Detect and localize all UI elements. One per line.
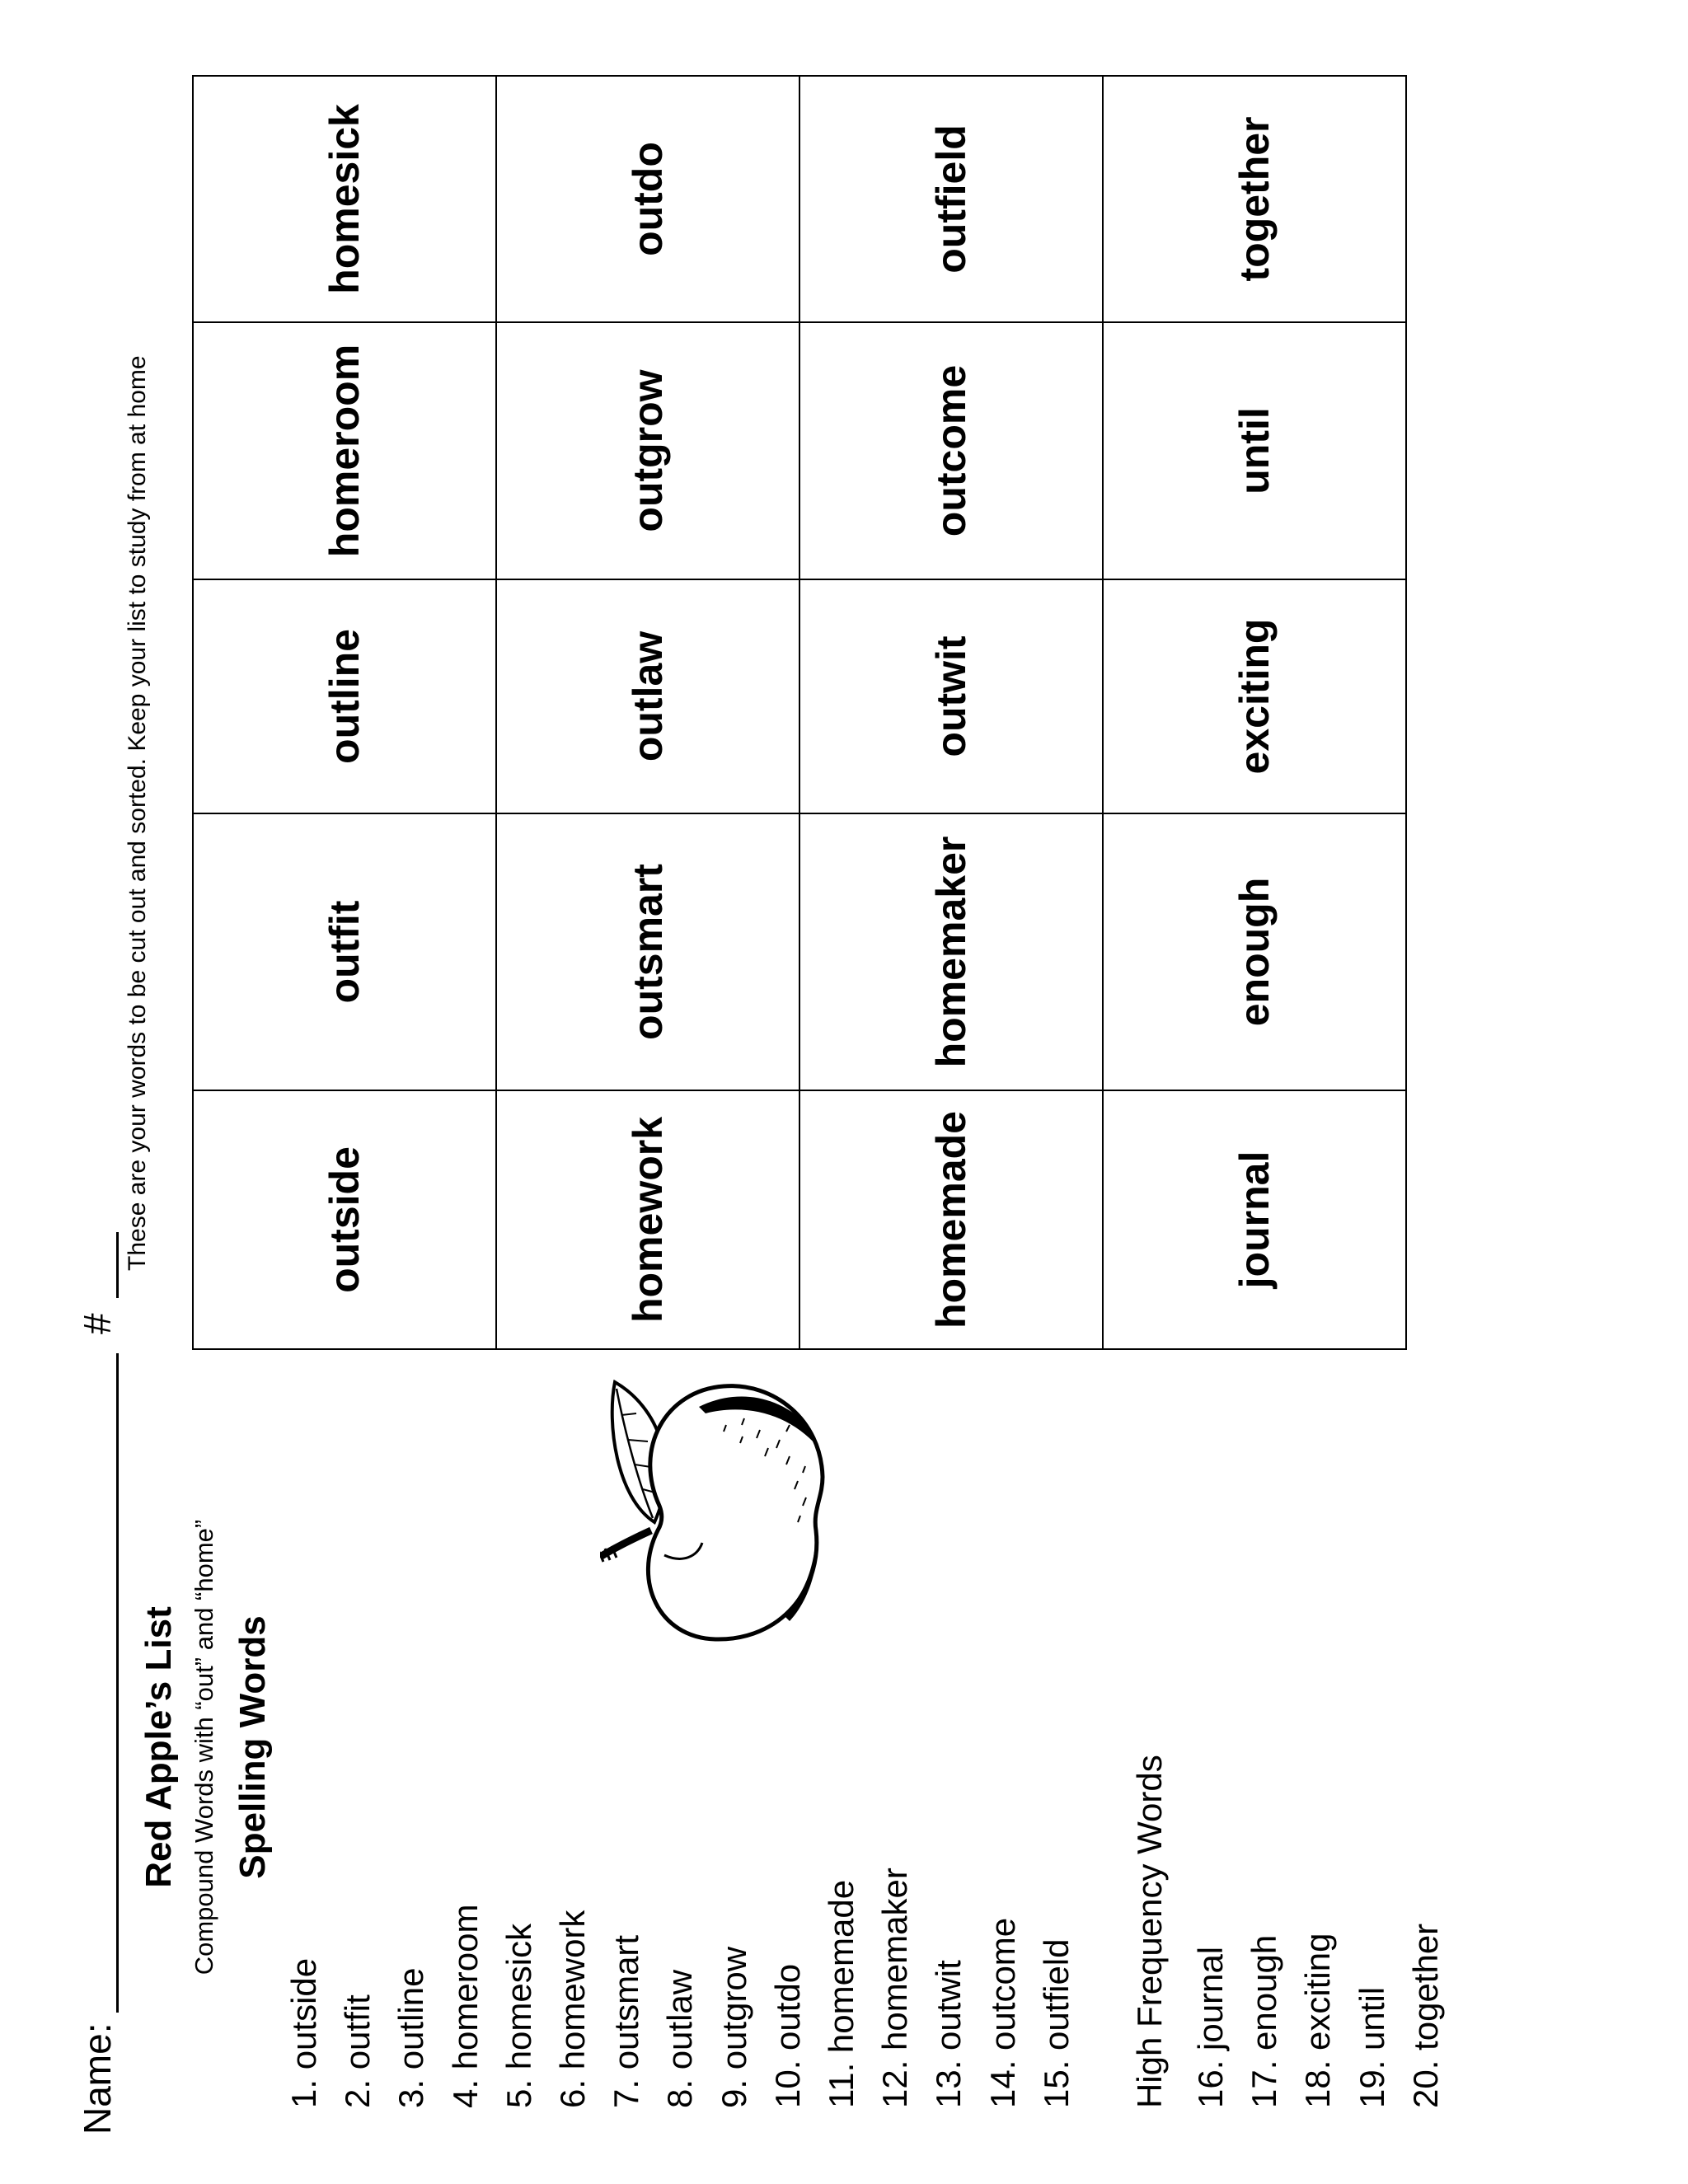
high-frequency-word-list [1184, 1924, 1452, 2108]
apple-illustration [600, 1374, 831, 1654]
table-row [496, 76, 799, 1349]
number-label: # [76, 1313, 119, 1334]
number-blank [78, 1232, 119, 1298]
word-card[interactable]: outcome [799, 322, 1103, 579]
word-card[interactable]: together [1103, 76, 1406, 322]
list-item: 8. outlaw [660, 1969, 700, 2108]
word-card[interactable]: homemade [799, 1090, 1103, 1349]
list-item: 6. homework [553, 1910, 593, 2108]
word-card[interactable]: until [1103, 322, 1406, 579]
list-item: 9. outgrow [714, 1946, 753, 2108]
list-item: 14. outcome [982, 1917, 1022, 2108]
word-card[interactable]: enough [1103, 813, 1406, 1090]
list-item: 11. homemade [822, 1879, 861, 2108]
list-item: 7. outsmart [607, 1934, 646, 2108]
list-item: 5. homesick [499, 1923, 538, 2108]
name-line [78, 1232, 119, 2135]
word-card[interactable]: exciting [1103, 579, 1406, 813]
word-card[interactable]: outlaw [496, 579, 799, 813]
spelling-word-list [277, 1868, 1083, 2108]
word-card[interactable]: outfit [193, 813, 496, 1090]
spelling-words-heading: Spelling Words [232, 1615, 273, 1879]
word-card-grid [192, 75, 1407, 1350]
word-card[interactable]: outside [193, 1090, 496, 1349]
high-frequency-heading: High Frequency Words [1130, 1755, 1169, 2108]
list-item: 13. outwit [929, 1960, 968, 2108]
table-row [193, 76, 496, 1349]
table-row [799, 76, 1103, 1349]
word-card[interactable]: journal [1103, 1090, 1406, 1349]
word-card[interactable]: homemaker [799, 813, 1103, 1090]
word-card[interactable]: outwit [799, 579, 1103, 813]
word-card[interactable]: outfield [799, 76, 1103, 322]
list-item: 17. enough [1245, 1934, 1284, 2108]
list-item: 2. outfit [338, 1994, 377, 2108]
list-item: 4. homeroom [445, 1904, 485, 2108]
word-card[interactable]: outline [193, 579, 496, 813]
list-item: 12. homemaker [875, 1868, 915, 2108]
list-item: 19. until [1352, 1986, 1391, 2108]
word-card[interactable]: outgrow [496, 322, 799, 579]
list-item: 1. outside [284, 1957, 323, 2108]
name-label: Name: [76, 2022, 119, 2135]
list-item: 10. outdo [767, 1963, 807, 2108]
list-item: 20. together [1405, 1923, 1445, 2108]
list-item: 3. outline [392, 1967, 431, 2108]
list-item: 16. journal [1191, 1946, 1230, 2108]
list-title: Red Apple’s List [138, 1606, 179, 1888]
word-card[interactable]: homesick [193, 76, 496, 322]
list-subtitle: Compound Words with “out” and “home” [190, 1519, 218, 1975]
list-item: 18. exciting [1298, 1933, 1338, 2108]
list-item: 15. outfield [1036, 1938, 1076, 2108]
word-card[interactable]: outsmart [496, 813, 799, 1090]
cutout-instructions: These are your words to be cut out and sorted. Keep your list to study from at home [124, 355, 151, 1271]
word-card[interactable]: outdo [496, 76, 799, 322]
name-blank [78, 1353, 119, 2013]
word-card[interactable]: homeroom [193, 322, 496, 579]
table-row [1103, 76, 1406, 1349]
word-card[interactable]: homework [496, 1090, 799, 1349]
